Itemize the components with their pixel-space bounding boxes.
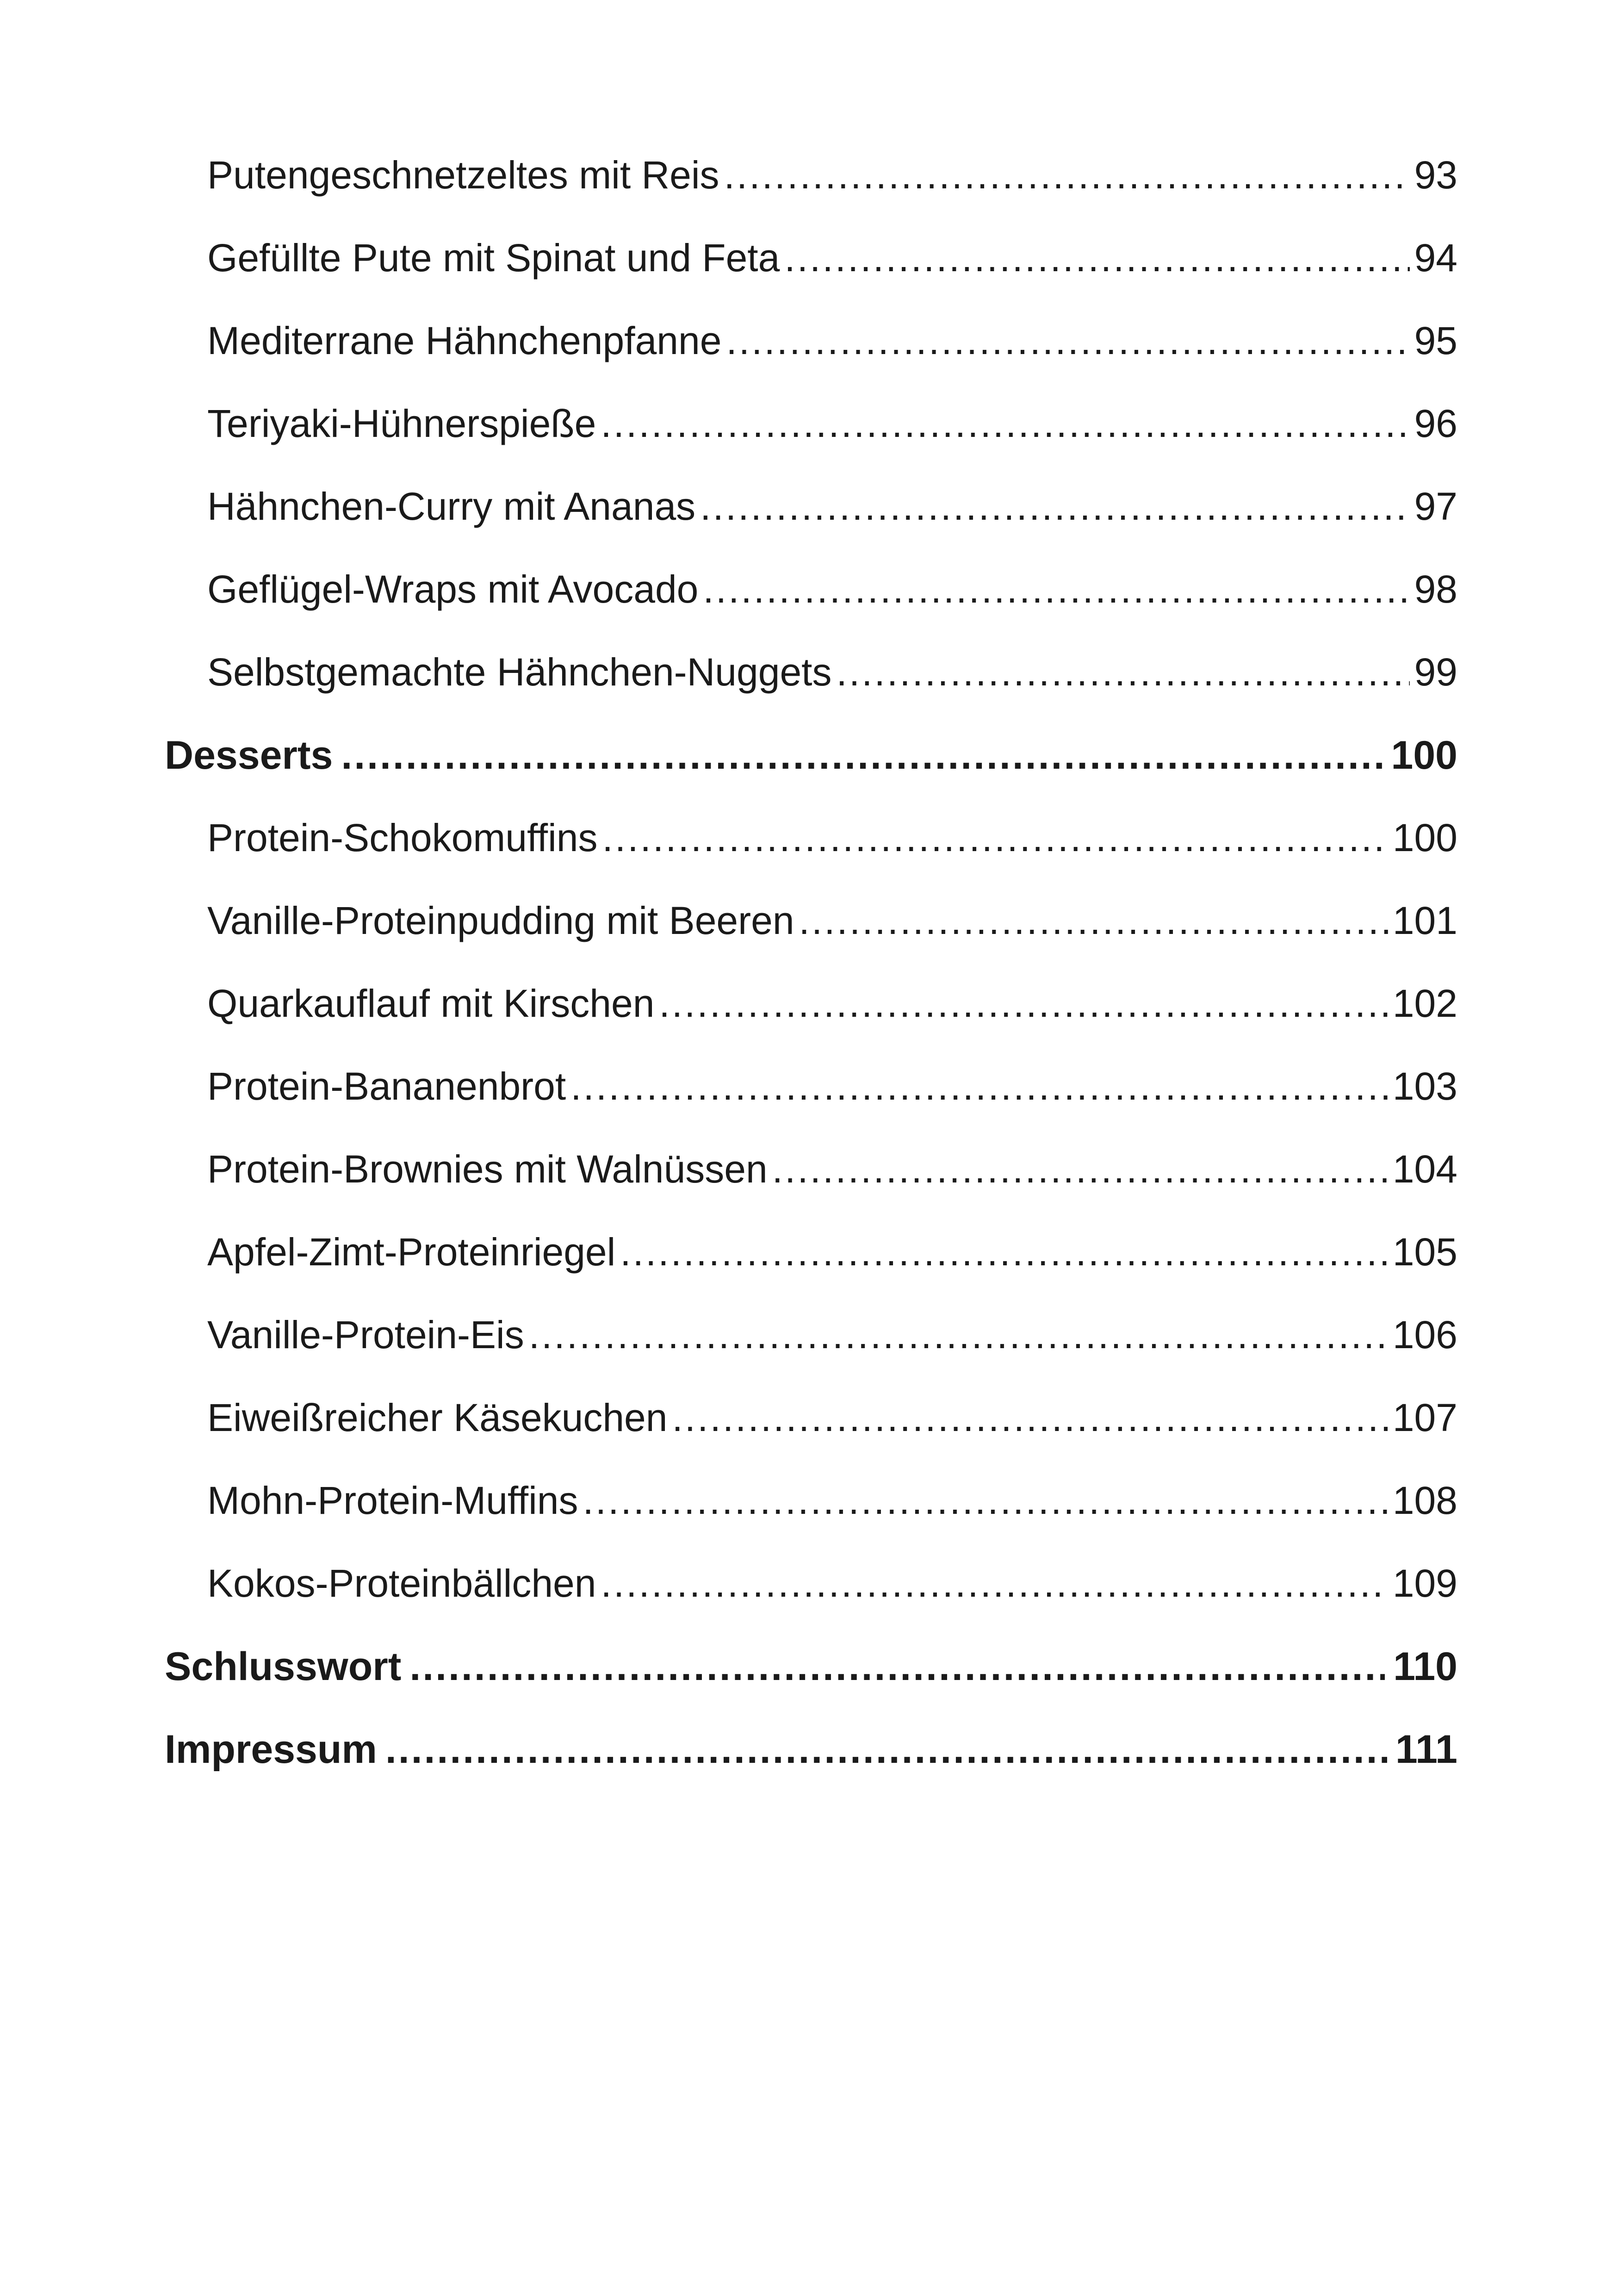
toc-chapter-entry[interactable] [165,733,1457,788]
dot-leader [784,236,1409,280]
dot-leader [602,815,1388,860]
toc-entry[interactable] [207,236,1457,291]
toc-entry[interactable] [207,1230,1457,1285]
toc-entry[interactable] [207,1147,1457,1202]
dot-leader [601,1561,1388,1606]
toc-entry-page: 95 [1414,319,1457,362]
dot-leader [409,1644,1385,1690]
toc-entry-page: 105 [1392,1230,1457,1274]
dot-leader [570,1064,1388,1109]
toc-entry[interactable] [207,1395,1457,1451]
toc-entry-title: Mediterrane Hähnchenpfanne [207,319,722,362]
toc-entry[interactable] [207,815,1457,871]
dot-leader [837,650,1410,695]
dot-leader [772,1147,1388,1192]
toc-entry-title: Putengeschnetzeltes mit Reis [207,153,719,197]
dot-leader [529,1313,1388,1357]
toc-entry[interactable] [207,1313,1457,1368]
toc-entry[interactable] [207,401,1457,457]
toc-entry-page: 108 [1392,1479,1457,1522]
toc-entry[interactable] [207,898,1457,954]
toc-entry-title: Kokos-Proteinbällchen [207,1562,596,1605]
toc-entry-title: Hähnchen-Curry mit Ananas [207,485,696,528]
toc-entry[interactable] [207,484,1457,540]
dot-leader [583,1478,1388,1523]
toc-entry-page: 101 [1392,899,1457,942]
toc-entry-page: 99 [1414,650,1457,694]
toc-entry-title: Quarkauflauf mit Kirschen [207,982,655,1025]
dot-leader [620,1230,1388,1275]
toc-entry-title: Mohn-Protein-Muffins [207,1479,578,1522]
toc-entry[interactable] [207,1478,1457,1534]
toc-entry-title: Selbstgemachte Hähnchen-Nuggets [207,650,832,694]
toc-entry[interactable] [207,567,1457,622]
toc-entry-page: 104 [1392,1147,1457,1191]
dot-leader [703,567,1409,612]
dot-leader [799,898,1388,943]
toc-chapter-page: 110 [1393,1644,1457,1689]
toc-entry-title: Vanille-Proteinpudding mit Beeren [207,899,794,942]
toc-entry-page: 109 [1392,1562,1457,1605]
toc-entry-title: Eiweißreicher Käsekuchen [207,1396,668,1439]
toc-entry-page: 97 [1414,485,1457,528]
dot-leader [659,981,1388,1026]
toc-entry-title: Gefüllte Pute mit Spinat und Feta [207,236,780,280]
toc-chapter-page: 100 [1391,733,1457,778]
toc-entry[interactable] [207,1561,1457,1617]
toc-entry-page: 96 [1414,402,1457,445]
toc-chapter-title: Desserts [165,733,333,778]
dot-leader [672,1395,1388,1440]
toc-entry[interactable] [207,650,1457,705]
dot-leader [385,1727,1387,1773]
toc-entry-title: Protein-Bananenbrot [207,1064,566,1108]
toc-entry-page: 103 [1392,1064,1457,1108]
toc-entry-title: Teriyaki-Hühnerspieße [207,402,596,445]
toc-chapter-page: 111 [1395,1727,1457,1772]
toc-entry-title: Protein-Brownies mit Walnüssen [207,1147,768,1191]
toc-entry-page: 102 [1392,982,1457,1025]
toc-chapter-title: Schlusswort [165,1644,402,1689]
dot-leader [601,401,1409,446]
toc-chapter-entry[interactable] [165,1644,1457,1699]
toc-entry-page: 106 [1392,1313,1457,1356]
toc-entry[interactable] [207,981,1457,1037]
dot-leader [341,733,1382,778]
toc-chapter-entry[interactable] [165,1727,1457,1782]
dot-leader [726,318,1409,363]
toc-entry[interactable] [207,318,1457,374]
toc-entry-title: Protein-Schokomuffins [207,816,598,859]
dot-leader [724,153,1410,198]
toc-entry-page: 107 [1392,1396,1457,1439]
toc-entry-title: Geflügel-Wraps mit Avocado [207,567,699,611]
toc-entry-title: Apfel-Zimt-Proteinriegel [207,1230,616,1274]
toc-entry[interactable] [207,1064,1457,1120]
toc-entry-page: 94 [1414,236,1457,280]
dot-leader [700,484,1409,529]
toc-chapter-title: Impressum [165,1727,377,1772]
toc-entry-page: 93 [1414,153,1457,197]
toc-entry[interactable] [207,153,1457,208]
toc-entry-page: 98 [1414,567,1457,611]
toc-entry-title: Vanille-Protein-Eis [207,1313,524,1356]
toc-entry-page: 100 [1392,816,1457,859]
